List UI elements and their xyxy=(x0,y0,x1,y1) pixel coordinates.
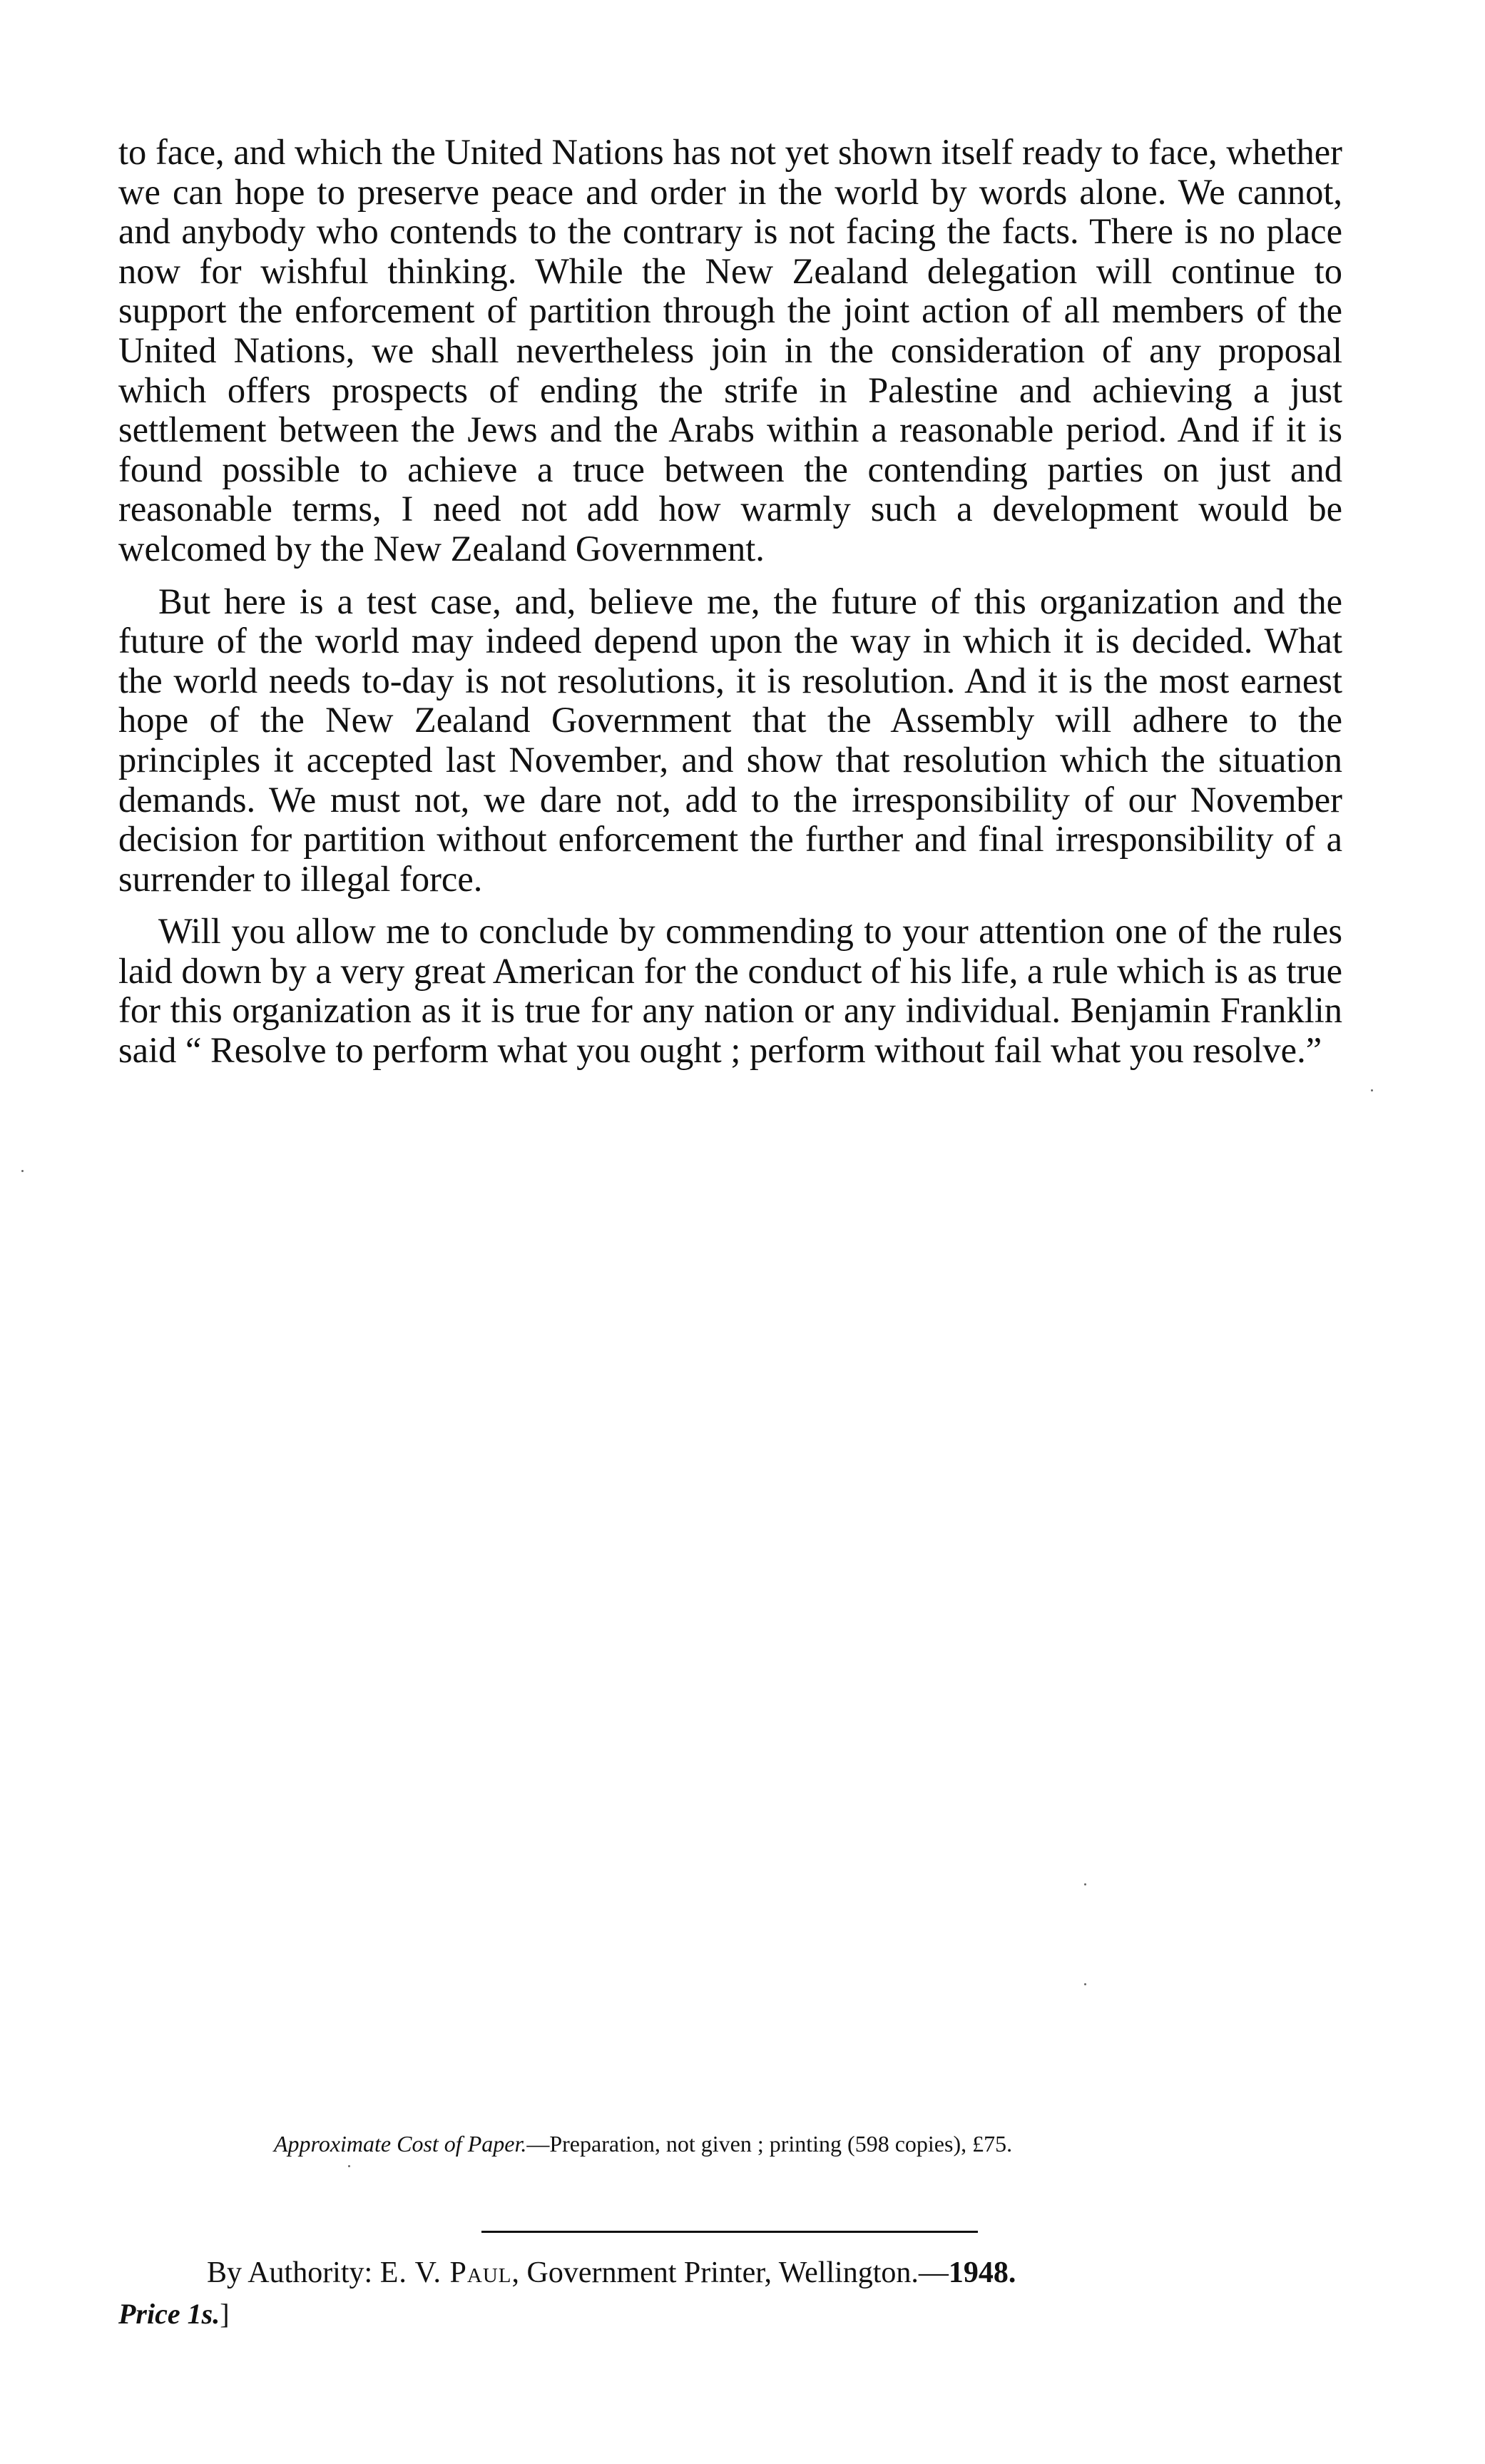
document-body xyxy=(118,133,1342,1071)
authority-prefix: By Authority: xyxy=(207,2256,380,2289)
scan-speck xyxy=(1084,1883,1086,1885)
authority-middle: , Government Printer, Wellington.— xyxy=(511,2256,949,2289)
price-bracket: ] xyxy=(220,2298,230,2330)
cost-of-paper-note xyxy=(274,2129,1272,2158)
scan-speck xyxy=(1371,1089,1373,1091)
scan-speck xyxy=(21,1170,24,1172)
cost-label: Approximate Cost of Paper. xyxy=(274,2131,527,2157)
price-label: Price 1s. xyxy=(118,2298,220,2330)
printer-imprint xyxy=(207,2254,1016,2291)
paragraph-2: But here is a test case, and, believe me, the future of this organization and the future of the world may indeed depend upon the way in which it is decided. What the world needs to-day is not resolutions, it is resolution. And it is the most earnest hope of the New Zealand Government that the Assembly will adhere to the principles it accepted last November, and show that resolution which the situation demands. We must not, we dare not, add to the irresponsibility of our November decision for partition without enforcement the further and final irresponsibility of a surrender to illegal force. xyxy=(118,581,1342,899)
paragraph-3: Will you allow me to conclude by commending to your attention one of the rules laid down by a very great American for the conduct of his life, a rule which is as true for this organization as it is true for any nation or any individual. Benjamin Franklin said “ Resolve to perform what you ought ; perform without fail what you resolve.” xyxy=(118,911,1342,1071)
price-line xyxy=(118,2296,230,2332)
publication-year: 1948. xyxy=(948,2256,1016,2289)
printer-name: E. V. Paul xyxy=(379,2256,512,2289)
paragraph-1: to face, and which the United Nations has not yet shown itself ready to face, whether we can hope to preserve peace and order in the world by words alone. We cannot, and anybody who contends to the contrary is not facing the facts. There is no place now for wishful thinking. While the New Zealand delegation will continue to support the enforcement of partition through the joint action of all members of the United Nations, we shall nevertheless join in the consideration of any proposal which offers prospects of ending the strife in Palestine and achieving a just settlement between the Jews and the Arabs within a reasonable period. And if it is found possible to achieve a truce between the contending parties on just and reasonable terms, I need not add how warmly such a development would be welcomed by the New Zealand Government. xyxy=(118,132,1342,569)
footer-divider xyxy=(481,2231,978,2233)
scan-speck xyxy=(1084,1983,1086,1985)
cost-detail: —Preparation, not given ; printing (598 copies), £75. xyxy=(526,2131,1013,2157)
scan-speck xyxy=(348,2165,350,2167)
